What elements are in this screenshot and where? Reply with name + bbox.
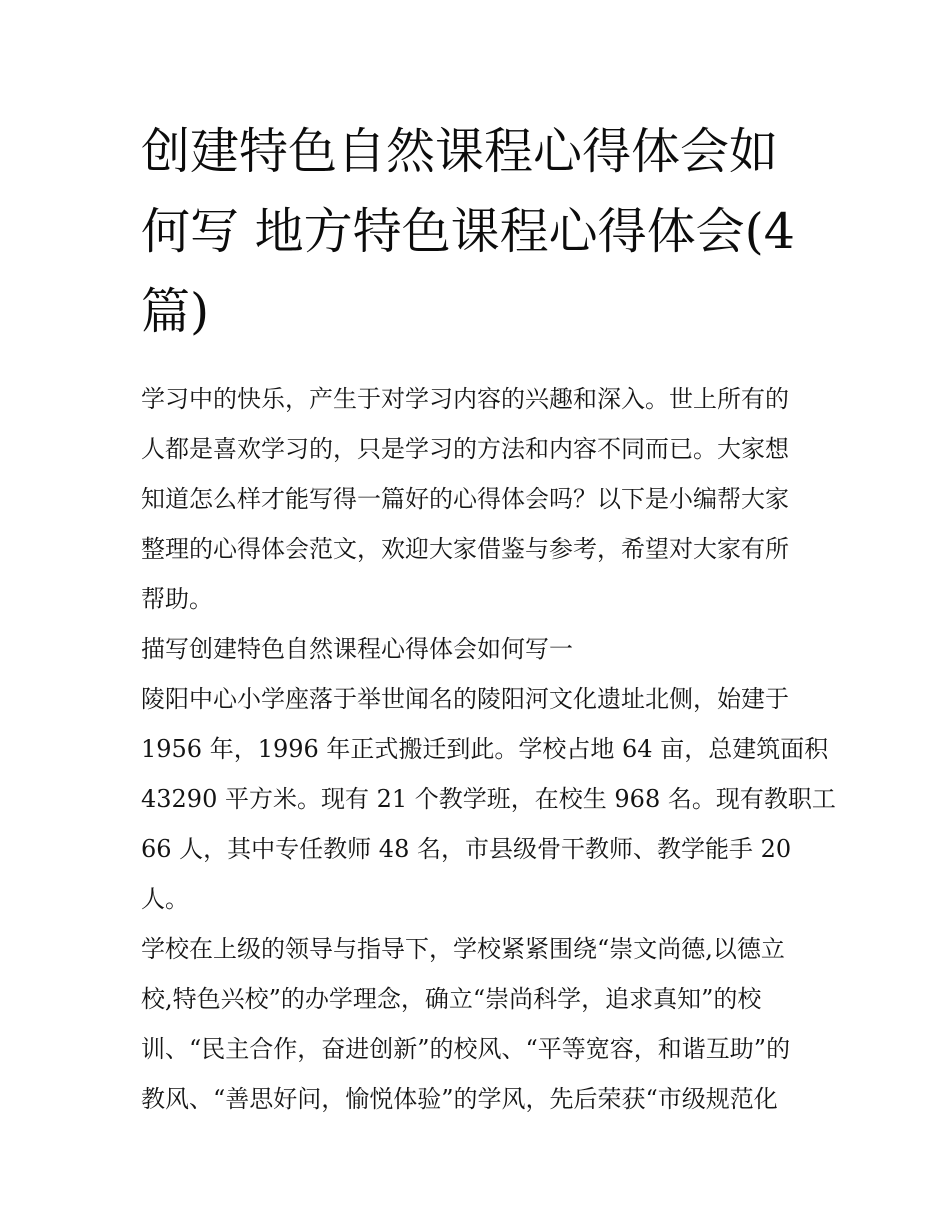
title-line: 创建特色自然课程心得体会如 <box>141 123 779 180</box>
text-line: 66 人，其中专任教师 48 名，市县级骨干教师、教学能手 20 <box>141 835 792 863</box>
document-page <box>141 112 836 1124</box>
text-line: 学校在上级的领导与指导下，学校紧紧围绕“崇文尚德,以德立 <box>141 935 785 963</box>
document-body <box>141 374 836 1124</box>
text-line: 学习中的快乐，产生于对学习内容的兴趣和深入。世上所有的 <box>141 385 789 413</box>
text-line: 1956 年，1996 年正式搬迁到此。学校占地 64 亩，总建筑面积 <box>141 735 829 763</box>
document-title <box>141 112 821 352</box>
text-line: 43290 平方米。现有 21 个教学班，在校生 968 名。现有教职工 <box>141 785 836 813</box>
intro-paragraph <box>141 374 821 624</box>
text-line: 校,特色兴校”的办学理念，确立“崇尚科学，追求真知”的校 <box>141 985 762 1013</box>
text-line: 知道怎么样才能写得一篇好的心得体会吗？以下是小编帮大家 <box>141 485 789 513</box>
text-line: 陵阳中心小学座落于举世闻名的陵阳河文化遗址北侧，始建于 <box>141 685 789 713</box>
text-line: 教风、“善思好问，愉悦体验”的学风，先后荣获“市级规范化 <box>141 1085 778 1113</box>
title-line: 篇) <box>141 283 210 340</box>
text-line: 人都是喜欢学习的，只是学习的方法和内容不同而已。大家想 <box>141 435 789 463</box>
text-line: 帮助。 <box>141 585 213 613</box>
section-heading <box>141 624 821 674</box>
school-motto-paragraph <box>141 924 821 1124</box>
text-line: 整理的心得体会范文，欢迎大家借鉴与参考，希望对大家有所 <box>141 535 789 563</box>
text-line: 训、“民主合作，奋进创新”的校风、“平等宽容，和谐互助”的 <box>141 1035 791 1063</box>
title-line: 何写 地方特色课程心得体会(4 <box>141 203 795 260</box>
text-line: 人。 <box>141 885 189 913</box>
school-intro-paragraph <box>141 674 836 924</box>
text-line: 描写创建特色自然课程心得体会如何写一 <box>141 635 573 663</box>
